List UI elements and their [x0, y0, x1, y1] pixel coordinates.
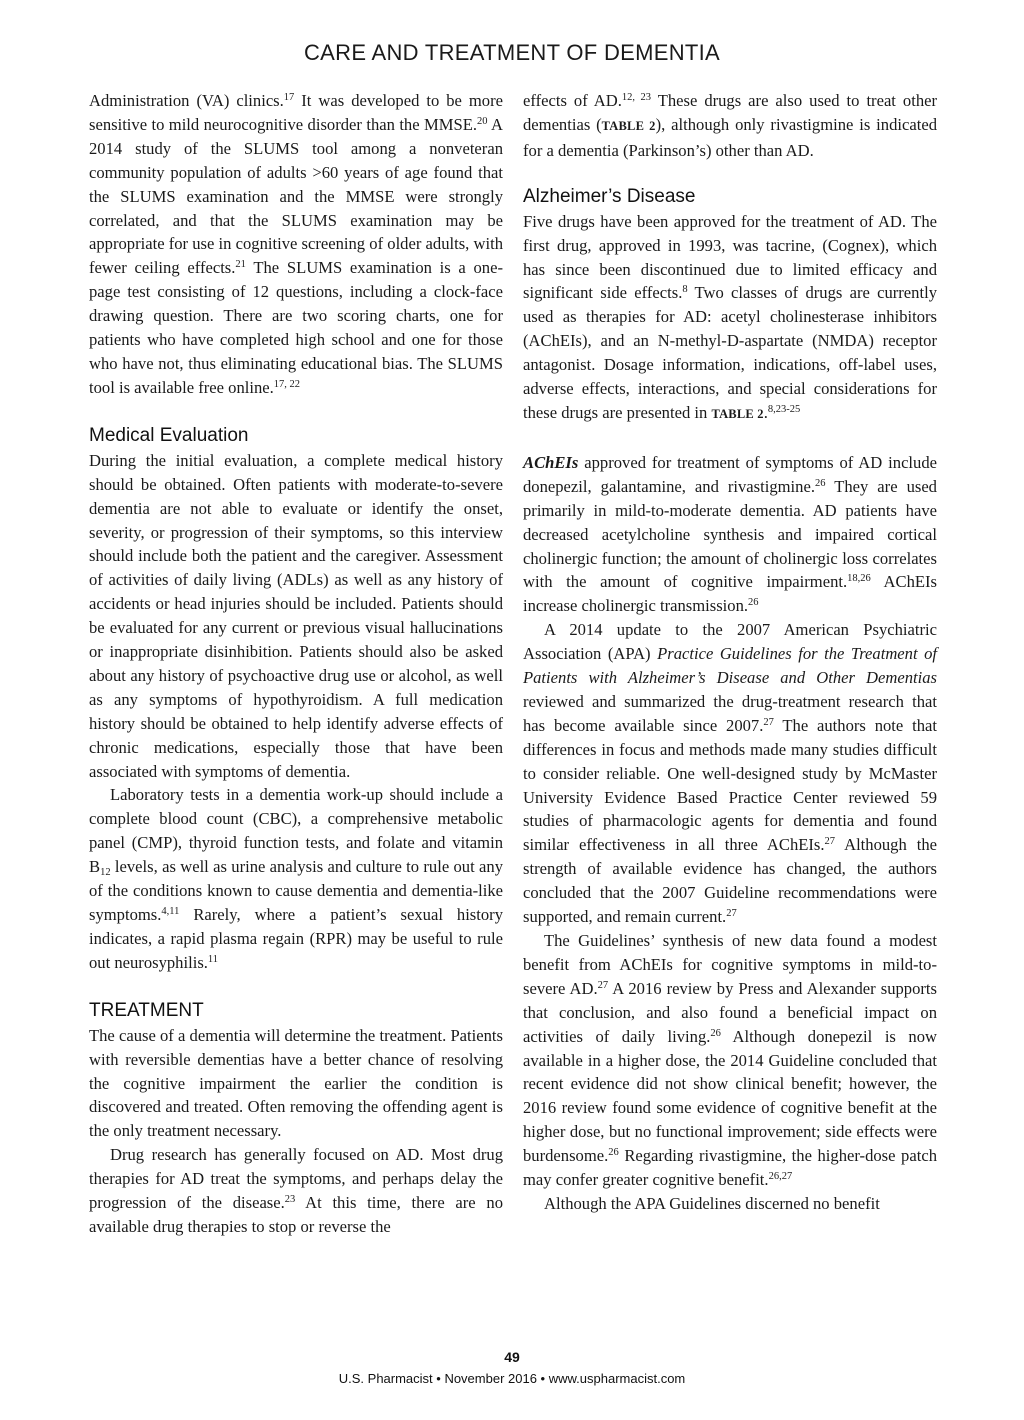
- paragraph-treatment: The cause of a dementia will determine the treatment. Patients with reversible dementias have a better chance of resolving the cognitive impairment the earlier the condition is discovered and treated. Often removing the offending agent is the only treatment necessary.: [89, 1025, 503, 1141]
- paragraph-slums: Administration (VA) clinics.$^{17}$ It was developed to be more sensitive to mild neurocognitive disorder than the MMSE.$^{20}$ A 2014 study of the SLUMS tool among a nonveteran community population of adults >60 years of age found that the SLUMS examination and the MMSE were strongly correlated, and that the SLUMS examination may be appropriate for use in cognitive screening of older adults, with fewer ceiling effects.$^{21}$ The SLUMS examination is a one-page test consisting of 12 questions, including a clock-face drawing question. There are two scoring charts, one for patients who have completed high school and one for those who have not, thus eliminating educational bias. The SLUMS tool is available free online.$^{17, 22}$: [89, 91, 503, 397]
- heading-alzheimers-disease: Alzheimer’s Disease: [523, 185, 696, 207]
- left-column: [89, 89, 503, 1239]
- acheis-lead: AChEIs: [523, 452, 579, 472]
- guideline-title: Practice Guidelines for the Treatment of Patients with Alzheimer’s Disease and Other Dementias: [523, 644, 937, 688]
- page-number: 49: [504, 1349, 520, 1365]
- right-column: [523, 89, 937, 1216]
- paragraph-guidelines-synthesis: The Guidelines’ synthesis of new data found a modest benefit from AChEIs for cognitive symptoms in mild-to-severe AD.$^{27}$ A 2016 review by Press and Alexander supports that conclusion, and also found a beneficial impact on activities of daily living.$^{26}$ Although donepezil is now available in a higher dose, the 2014 Guideline concluded that recent evidence did not show clinical benefit; however, the 2016 review found some evidence of cognitive benefit at the higher dose, but no functional improvement; side effects were burdensome.$^{26}$ Regarding rivastigmine, the higher-dose patch may confer greater cognitive benefit.$^{26,27}$: [523, 931, 938, 1190]
- paragraph-approved-drugs: Five drugs have been approved for the treatment of AD. The first drug, approved in 1993, was tacrine, (Cognex), which has since been discontinued due to limited efficacy and significant side effects.$^8$ Two classes of drugs are currently used as therapies for AD: acetyl cholinesterase inhibitors (AChEIs), and an N-methyl-D-aspartate (NMDA) receptor antagonist. Dosage information, indications, off-label uses, adverse effects, interactions, and special considerations for these drugs are presented in TABLE 2.$^{8,23-25}$: [523, 211, 937, 422]
- paragraph-laboratory-tests: Laboratory tests in a dementia work-up should include a complete blood count (CBC), a comprehensive metabolic panel (CMP), thyroid function tests, and folate and vitamin $B_{12}$ levels, as well as urine analysis and culture to rule out any of the conditions known to cause dementia and dementia-like symptoms.$^{4,11}$ Rarely, where a patient’s sexual history indicates, a rapid plasma regain (RPR) may be useful to rule out neurosyphilis.$^{11}$: [89, 785, 503, 972]
- running-title: CARE AND TREATMENT OF DEMENTIA: [303, 40, 721, 65]
- paragraph-spacer: [523, 427, 937, 451]
- paragraph-acheis: AChEIs approved for treatment of symptoms of AD include donepezil, galantamine, and rivastigmine.$^{26}$ They are used primarily in mild-to-moderate dementia. AD patients have decreased acetylcholine synthesis and impaired cortical cholinergic function; the amount of cholinergic loss correlates with the amount of cognitive impairment.$^{18,26}$ AChEIs increase cholinergic transmission.$^{26}$: [523, 452, 937, 616]
- paragraph-drug-research: Drug research has generally focused on AD. Most drug therapies for AD treat the symptoms, and perhaps delay the progression of the disease.$^{23}$ At this time, there are no available drug therapies to stop or reverse the: [89, 1145, 503, 1236]
- heading-medical-evaluation: Medical Evaluation: [89, 424, 249, 446]
- table-reference: TABLE 2: [711, 406, 764, 421]
- table-reference: TABLE 2: [601, 118, 656, 133]
- paragraph-other-dementias: effects of AD.$^{12, 23}$ These drugs are also used to treat other dementias (TABLE 2), although only rivastigmine is indicated for a dementia (Parkinson’s) other than AD.: [523, 91, 938, 160]
- heading-treatment: TREATMENT: [89, 999, 204, 1021]
- paragraph-apa-update: A 2014 update to the 2007 American Psychiatric Association (APA) Practice Guidelines for the Treatment of Patients with Alzheimer’s Disease and Other Dementias reviewed and summarized the drug-treatment research that has become available since 2007.27 The authors note that differences in focus and methods made many studies difficult to consider reliable. One well-designed study by McMaster University Evidence Based Practice Center reviewed 59 studies of pharmacologic agents for dementia and found similar effectiveness in all three AChEIs.$^{27}$ Although the strength of available evidence has changed, the authors concluded that the 2007 Guideline recommendations were supported, and remain current.$^{27}$: [523, 620, 938, 927]
- paragraph-apa-benefit: Although the APA Guidelines discerned no benefit: [544, 1193, 880, 1213]
- paragraph-medical-evaluation: During the initial evaluation, a complete medical history should be obtained. Often patients with moderate-to-severe dementia are not able to evaluate or identify the onset, severity, or progression of their symptoms, so this interview should include both the patient and the caregiver. Assessment of activities of daily living (ADLs) as well as any history of accidents or head injuries should be included. Patients should be evaluated for any current or previous visual hallucinations or inappropriate disinhibition. Patients should also be asked about any history of psychoactive drug use or alcohol, as well as any symptoms of hypothyroidism. A full medication history should be obtained to help identify adverse effects of chronic medications, especially those that have been associated with symptoms of dementia.: [89, 450, 503, 781]
- publication-footer: U.S. Pharmacist • November 2016 • www.uspharmacist.com: [338, 1371, 686, 1386]
